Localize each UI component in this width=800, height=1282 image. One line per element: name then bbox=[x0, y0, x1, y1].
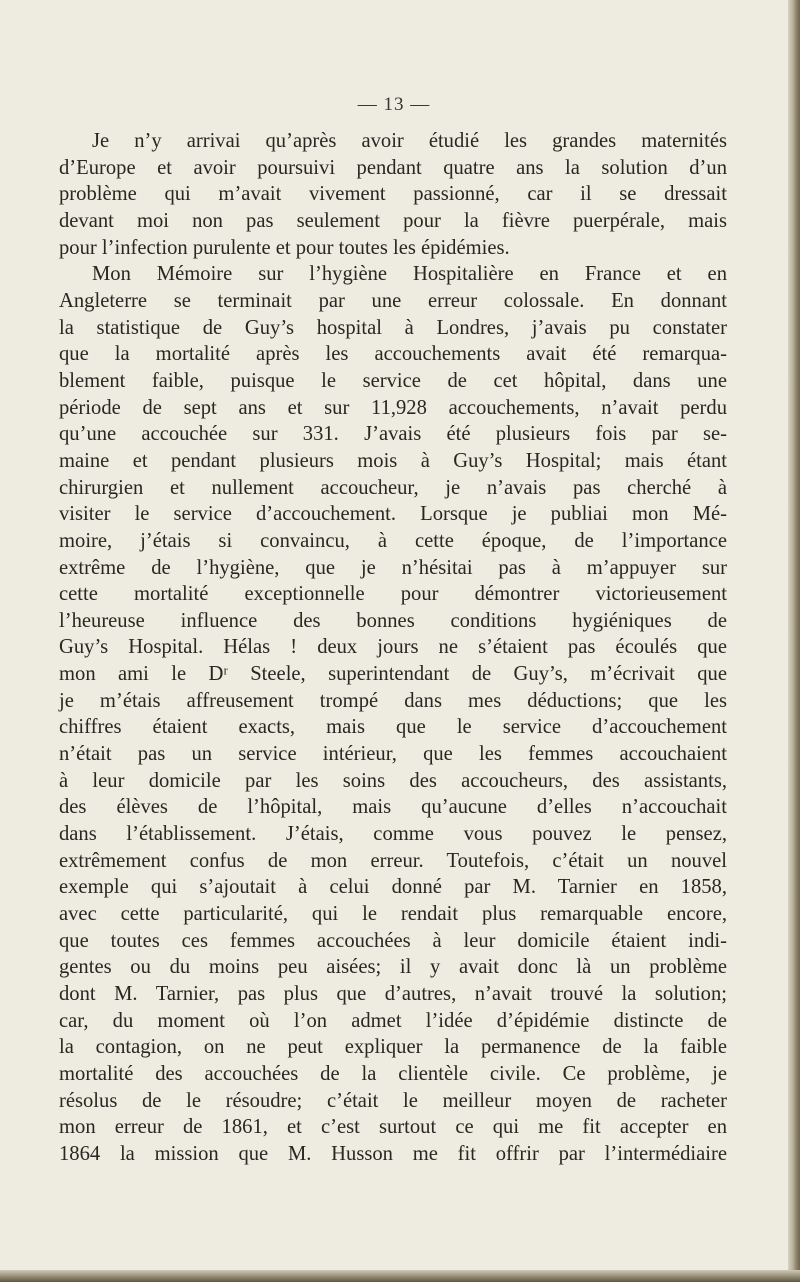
body-text bbox=[59, 128, 727, 1168]
text-line: avec cette particularité, qui le rendait plus remarquable encore, bbox=[59, 903, 727, 926]
text-line: car, du moment où l’on admet l’idée d’épidémie distincte de bbox=[59, 1009, 727, 1032]
text-line: mon erreur de 1861, et c’est surtout ce qui me fit accepter en bbox=[59, 1116, 727, 1139]
page-edge-bottom bbox=[0, 1270, 800, 1282]
text-line: extrêmement confus de mon erreur. Toutefois, c’était un nouvel bbox=[59, 849, 727, 872]
text-line: période de sept ans et sur 11,928 accouchements, n’avait perdu bbox=[59, 396, 727, 419]
text-line: n’était pas un service intérieur, que les femmes accouchaient bbox=[59, 743, 727, 766]
text-line: la statistique de Guy’s hospital à Londres, j’avais pu constater bbox=[59, 316, 727, 339]
page-edge-right bbox=[788, 0, 800, 1282]
text-line: cette mortalité exceptionnelle pour démontrer victorieusement bbox=[59, 583, 727, 606]
text-line: que la mortalité après les accouchements avait été remarqua- bbox=[59, 343, 727, 366]
text-line: qu’une accouchée sur 331. J’avais été plusieurs fois par se- bbox=[59, 423, 727, 446]
page-number: — 13 — bbox=[357, 94, 431, 115]
text-line: problème qui m’avait vivement passionné, car il se dressait bbox=[59, 183, 727, 206]
text-line: gentes ou du moins peu aisées; il y avait donc là un problème bbox=[59, 956, 727, 979]
text-line: devant moi non pas seulement pour la fièvre puerpérale, mais bbox=[59, 209, 727, 232]
text-line: extrême de l’hygiène, que je n’hésitai pas à m’appuyer sur bbox=[59, 556, 727, 579]
text-line: blement faible, puisque le service de cet hôpital, dans une bbox=[59, 369, 727, 392]
text-line: résolus de le résoudre; c’était le meilleur moyen de racheter bbox=[59, 1089, 727, 1112]
text-line: chiffres étaient exacts, mais que le service d’accouchement bbox=[59, 716, 727, 739]
text-line: que toutes ces femmes accouchées à leur domicile étaient indi- bbox=[59, 929, 727, 952]
text-line: mortalité des accouchées de la clientèle civile. Ce problème, je bbox=[59, 1062, 727, 1085]
text-line: Mon Mémoire sur l’hygiène Hospitalière en France et en bbox=[92, 263, 727, 286]
text-line: mon ami le Dʳ Steele, superintendant de Guy’s, m’écrivait que bbox=[59, 663, 727, 686]
text-line: l’heureuse influence des bonnes conditions hygiéniques de bbox=[59, 609, 727, 632]
text-line: des élèves de l’hôpital, mais qu’aucune d’elles n’accouchait bbox=[59, 796, 727, 819]
text-line: maine et pendant plusieurs mois à Guy’s Hospital; mais étant bbox=[59, 449, 727, 472]
text-line: chirurgien et nullement accoucheur, je n’avais pas cherché à bbox=[59, 476, 727, 499]
text-line: la contagion, on ne peut expliquer la permanence de la faible bbox=[59, 1036, 727, 1059]
text-line: pour l’infection purulente et pour toutes les épidémies. bbox=[59, 236, 510, 259]
text-line: Angleterre se terminait par une erreur colossale. En donnant bbox=[59, 289, 727, 312]
text-line: je m’étais affreusement trompé dans mes déductions; que les bbox=[59, 689, 727, 712]
text-line: moire, j’étais si convaincu, à cette époque, de l’importance bbox=[59, 529, 727, 552]
text-line: Guy’s Hospital. Hélas ! deux jours ne s’étaient pas écoulés que bbox=[59, 636, 727, 659]
paragraph-2 bbox=[59, 261, 727, 1167]
text-line: à leur domicile par les soins des accoucheurs, des assistants, bbox=[59, 769, 727, 792]
paragraph-1 bbox=[59, 128, 727, 261]
text-line: exemple qui s’ajoutait à celui donné par M. Tarnier en 1858, bbox=[59, 876, 727, 899]
text-line: dans l’établissement. J’étais, comme vous pouvez le pensez, bbox=[59, 823, 727, 846]
text-line: Je n’y arrivai qu’après avoir étudié les grandes maternités bbox=[92, 130, 727, 152]
text-line: visiter le service d’accouchement. Lorsque je publiai mon Mé- bbox=[59, 503, 727, 526]
text-line: 1864 la mission que M. Husson me fit offrir par l’intermédiaire bbox=[59, 1142, 727, 1165]
text-line: dont M. Tarnier, pas plus que d’autres, n’avait trouvé la solution; bbox=[59, 983, 727, 1005]
text-line: d’Europe et avoir poursuivi pendant quatre ans la solution d’un bbox=[59, 156, 727, 179]
